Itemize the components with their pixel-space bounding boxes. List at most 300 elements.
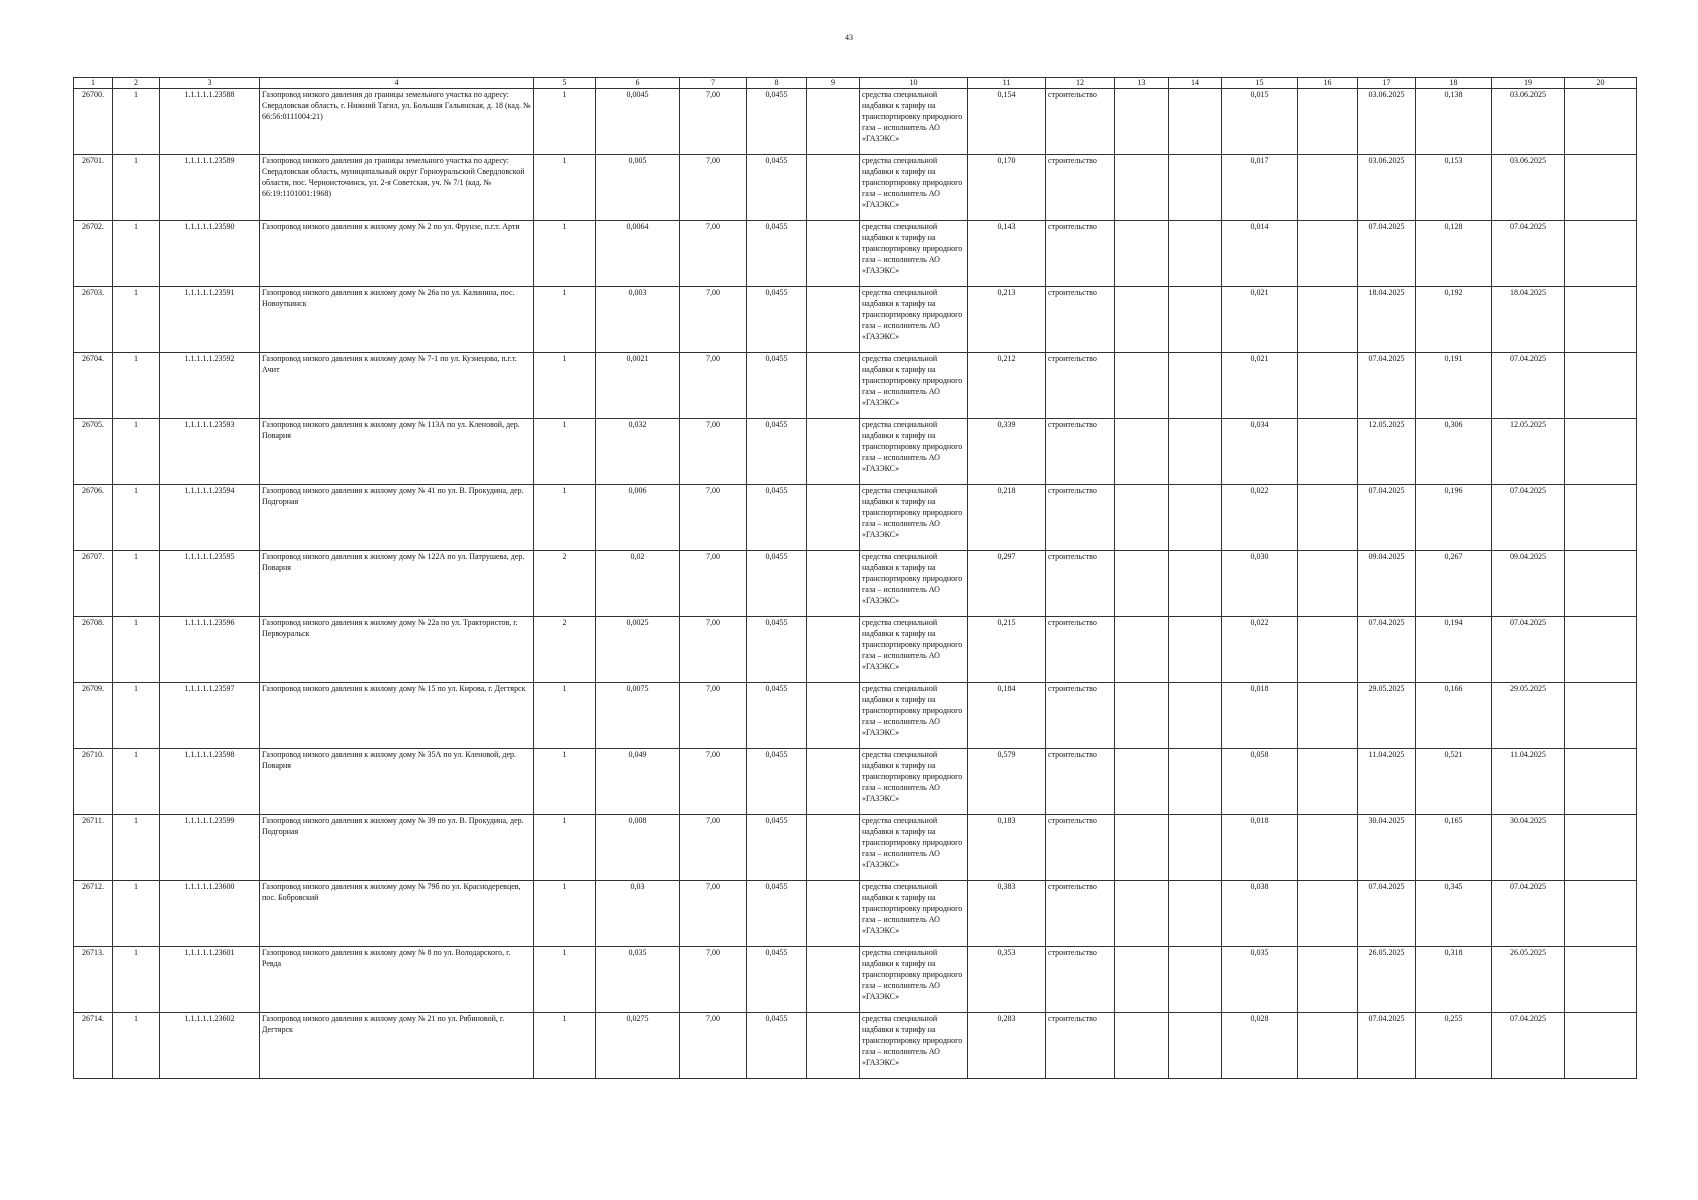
cell-col-15: 0,014 <box>1222 221 1298 287</box>
cell-col-13 <box>1115 1013 1169 1079</box>
cell-col-9 <box>807 485 860 551</box>
cell-col-11: 0,339 <box>968 419 1046 485</box>
cell-col-15: 0,028 <box>1222 1013 1298 1079</box>
cell-col-16 <box>1298 617 1358 683</box>
cell-col-18: 0,345 <box>1416 881 1492 947</box>
cell-col-9 <box>807 881 860 947</box>
cell-col-3: 1.1.1.1.1.23599 <box>160 815 260 881</box>
cell-col-2: 1 <box>113 749 160 815</box>
cell-col-8: 0,0455 <box>747 353 807 419</box>
cell-col-20 <box>1565 89 1637 155</box>
cell-col-15: 0,034 <box>1222 419 1298 485</box>
column-header-12: 12 <box>1046 78 1115 89</box>
cell-col-16 <box>1298 419 1358 485</box>
cell-col-8: 0,0455 <box>747 815 807 881</box>
cell-col-16 <box>1298 1013 1358 1079</box>
cell-col-9 <box>807 617 860 683</box>
cell-col-7: 7,00 <box>680 287 747 353</box>
cell-col-16 <box>1298 815 1358 881</box>
cell-col-11: 0,213 <box>968 287 1046 353</box>
cell-col-14 <box>1169 617 1222 683</box>
cell-col-10: средства специальной надбавки к тарифу на транспортировку природного газа – исполнитель АО «ГАЗЭКС» <box>860 947 968 1013</box>
table-row <box>74 617 1637 683</box>
cell-col-8: 0,0455 <box>747 419 807 485</box>
cell-col-7: 7,00 <box>680 551 747 617</box>
cell-col-18: 0,128 <box>1416 221 1492 287</box>
cell-col-13 <box>1115 419 1169 485</box>
table-body <box>74 89 1637 1079</box>
cell-col-15: 0,015 <box>1222 89 1298 155</box>
cell-col-9 <box>807 749 860 815</box>
cell-col-14 <box>1169 353 1222 419</box>
table-row <box>74 881 1637 947</box>
cell-col-17: 18.04.2025 <box>1358 287 1416 353</box>
cell-col-5: 1 <box>534 815 596 881</box>
table-row <box>74 155 1637 221</box>
column-header-18: 18 <box>1416 78 1492 89</box>
cell-col-18: 0,521 <box>1416 749 1492 815</box>
cell-col-4: Газопровод низкого давления к жилому дому № 26а по ул. Калинина, пос. Новоуткинск <box>260 287 534 353</box>
column-header-10: 10 <box>860 78 968 89</box>
cell-col-5: 1 <box>534 881 596 947</box>
cell-col-13 <box>1115 221 1169 287</box>
cell-col-20 <box>1565 353 1637 419</box>
cell-col-3: 1.1.1.1.1.23596 <box>160 617 260 683</box>
table-row <box>74 947 1637 1013</box>
cell-col-12: строительство <box>1046 419 1115 485</box>
table-row <box>74 221 1637 287</box>
cell-col-3: 1.1.1.1.1.23592 <box>160 353 260 419</box>
cell-col-15: 0,018 <box>1222 815 1298 881</box>
cell-col-12: строительство <box>1046 815 1115 881</box>
cell-col-14 <box>1169 551 1222 617</box>
cell-col-14 <box>1169 683 1222 749</box>
cell-col-18: 0,153 <box>1416 155 1492 221</box>
cell-col-20 <box>1565 947 1637 1013</box>
cell-col-3: 1.1.1.1.1.23600 <box>160 881 260 947</box>
cell-col-2: 1 <box>113 683 160 749</box>
cell-col-19: 07.04.2025 <box>1492 485 1565 551</box>
cell-col-11: 0,579 <box>968 749 1046 815</box>
cell-col-6: 0,049 <box>596 749 680 815</box>
cell-col-12: строительство <box>1046 287 1115 353</box>
cell-col-7: 7,00 <box>680 89 747 155</box>
cell-col-3: 1.1.1.1.1.23593 <box>160 419 260 485</box>
cell-col-14 <box>1169 221 1222 287</box>
cell-col-2: 1 <box>113 617 160 683</box>
cell-col-6: 0,0021 <box>596 353 680 419</box>
cell-col-12: строительство <box>1046 353 1115 419</box>
cell-col-11: 0,218 <box>968 485 1046 551</box>
cell-col-17: 07.04.2025 <box>1358 485 1416 551</box>
cell-col-16 <box>1298 155 1358 221</box>
cell-col-2: 1 <box>113 155 160 221</box>
cell-col-11: 0,215 <box>968 617 1046 683</box>
table-row <box>74 683 1637 749</box>
cell-col-18: 0,196 <box>1416 485 1492 551</box>
cell-col-16 <box>1298 485 1358 551</box>
cell-col-12: строительство <box>1046 683 1115 749</box>
cell-col-15: 0,038 <box>1222 881 1298 947</box>
cell-col-1: 26702. <box>74 221 113 287</box>
cell-col-19: 03.06.2025 <box>1492 155 1565 221</box>
cell-col-12: строительство <box>1046 881 1115 947</box>
cell-col-7: 7,00 <box>680 947 747 1013</box>
cell-col-17: 07.04.2025 <box>1358 881 1416 947</box>
cell-col-7: 7,00 <box>680 749 747 815</box>
cell-col-1: 26701. <box>74 155 113 221</box>
cell-col-9 <box>807 419 860 485</box>
cell-col-19: 07.04.2025 <box>1492 1013 1565 1079</box>
table-row <box>74 815 1637 881</box>
cell-col-12: строительство <box>1046 551 1115 617</box>
cell-col-14 <box>1169 89 1222 155</box>
cell-col-12: строительство <box>1046 617 1115 683</box>
column-header-11: 11 <box>968 78 1046 89</box>
table-row <box>74 749 1637 815</box>
cell-col-17: 07.04.2025 <box>1358 1013 1416 1079</box>
cell-col-13 <box>1115 353 1169 419</box>
cell-col-10: средства специальной надбавки к тарифу на транспортировку природного газа – исполнитель АО «ГАЗЭКС» <box>860 155 968 221</box>
cell-col-11: 0,283 <box>968 1013 1046 1079</box>
cell-col-1: 26703. <box>74 287 113 353</box>
cell-col-9 <box>807 551 860 617</box>
cell-col-20 <box>1565 881 1637 947</box>
column-header-19: 19 <box>1492 78 1565 89</box>
cell-col-1: 26700. <box>74 89 113 155</box>
cell-col-9 <box>807 353 860 419</box>
cell-col-16 <box>1298 683 1358 749</box>
cell-col-3: 1.1.1.1.1.23590 <box>160 221 260 287</box>
cell-col-19: 07.04.2025 <box>1492 221 1565 287</box>
page-number: 43 <box>845 33 853 42</box>
cell-col-7: 7,00 <box>680 881 747 947</box>
cell-col-18: 0,192 <box>1416 287 1492 353</box>
cell-col-4: Газопровод низкого давления к жилому дому № 39 по ул. В. Прокудина, дер. Подгорная <box>260 815 534 881</box>
cell-col-11: 0,170 <box>968 155 1046 221</box>
cell-col-4: Газопровод низкого давления до границы земельного участка по адресу: Свердловская область, г. Нижний Тагил, ул. Большая Гальянская, д. 18 (кад. № 66:56:0111004:21) <box>260 89 534 155</box>
cell-col-12: строительство <box>1046 89 1115 155</box>
cell-col-13 <box>1115 617 1169 683</box>
cell-col-5: 1 <box>534 287 596 353</box>
cell-col-8: 0,0455 <box>747 485 807 551</box>
cell-col-5: 1 <box>534 89 596 155</box>
cell-col-3: 1.1.1.1.1.23591 <box>160 287 260 353</box>
cell-col-17: 03.06.2025 <box>1358 89 1416 155</box>
cell-col-18: 0,255 <box>1416 1013 1492 1079</box>
cell-col-3: 1.1.1.1.1.23598 <box>160 749 260 815</box>
cell-col-9 <box>807 155 860 221</box>
cell-col-20 <box>1565 155 1637 221</box>
cell-col-17: 09.04.2025 <box>1358 551 1416 617</box>
cell-col-9 <box>807 1013 860 1079</box>
cell-col-3: 1.1.1.1.1.23589 <box>160 155 260 221</box>
cell-col-15: 0,017 <box>1222 155 1298 221</box>
cell-col-14 <box>1169 947 1222 1013</box>
cell-col-19: 12.05.2025 <box>1492 419 1565 485</box>
cell-col-17: 29.05.2025 <box>1358 683 1416 749</box>
cell-col-15: 0,035 <box>1222 947 1298 1013</box>
register-table <box>73 77 1637 1079</box>
cell-col-11: 0,383 <box>968 881 1046 947</box>
cell-col-3: 1.1.1.1.1.23601 <box>160 947 260 1013</box>
column-header-2: 2 <box>113 78 160 89</box>
cell-col-3: 1.1.1.1.1.23595 <box>160 551 260 617</box>
cell-col-2: 1 <box>113 947 160 1013</box>
cell-col-11: 0,143 <box>968 221 1046 287</box>
cell-col-7: 7,00 <box>680 155 747 221</box>
cell-col-1: 26714. <box>74 1013 113 1079</box>
cell-col-10: средства специальной надбавки к тарифу на транспортировку природного газа – исполнитель АО «ГАЗЭКС» <box>860 749 968 815</box>
cell-col-2: 1 <box>113 1013 160 1079</box>
cell-col-18: 0,306 <box>1416 419 1492 485</box>
column-header-6: 6 <box>596 78 680 89</box>
cell-col-9 <box>807 815 860 881</box>
cell-col-18: 0,318 <box>1416 947 1492 1013</box>
cell-col-14 <box>1169 419 1222 485</box>
cell-col-4: Газопровод низкого давления к жилому дому № 8 по ул. Володарского, г. Ревда <box>260 947 534 1013</box>
cell-col-4: Газопровод низкого давления к жилому дому № 79б по ул. Краснодеревцев, пос. Бобровский <box>260 881 534 947</box>
cell-col-8: 0,0455 <box>747 551 807 617</box>
cell-col-2: 1 <box>113 551 160 617</box>
cell-col-6: 0,0075 <box>596 683 680 749</box>
cell-col-9 <box>807 287 860 353</box>
cell-col-12: строительство <box>1046 947 1115 1013</box>
cell-col-19: 07.04.2025 <box>1492 353 1565 419</box>
cell-col-10: средства специальной надбавки к тарифу на транспортировку природного газа – исполнитель АО «ГАЗЭКС» <box>860 881 968 947</box>
cell-col-3: 1.1.1.1.1.23588 <box>160 89 260 155</box>
cell-col-4: Газопровод низкого давления к жилому дому № 7-1 по ул. Кузнецова, п.г.т. Ачит <box>260 353 534 419</box>
cell-col-1: 26710. <box>74 749 113 815</box>
column-header-3: 3 <box>160 78 260 89</box>
cell-col-7: 7,00 <box>680 683 747 749</box>
cell-col-8: 0,0455 <box>747 1013 807 1079</box>
cell-col-15: 0,018 <box>1222 683 1298 749</box>
cell-col-7: 7,00 <box>680 815 747 881</box>
column-header-17: 17 <box>1358 78 1416 89</box>
cell-col-16 <box>1298 221 1358 287</box>
cell-col-20 <box>1565 419 1637 485</box>
table-row <box>74 89 1637 155</box>
column-header-8: 8 <box>747 78 807 89</box>
cell-col-20 <box>1565 551 1637 617</box>
cell-col-17: 30.04.2025 <box>1358 815 1416 881</box>
cell-col-15: 0,021 <box>1222 353 1298 419</box>
cell-col-17: 07.04.2025 <box>1358 353 1416 419</box>
cell-col-1: 26711. <box>74 815 113 881</box>
cell-col-19: 29.05.2025 <box>1492 683 1565 749</box>
cell-col-1: 26708. <box>74 617 113 683</box>
cell-col-5: 1 <box>534 353 596 419</box>
cell-col-5: 2 <box>534 551 596 617</box>
cell-col-20 <box>1565 1013 1637 1079</box>
cell-col-12: строительство <box>1046 1013 1115 1079</box>
cell-col-14 <box>1169 749 1222 815</box>
cell-col-6: 0,02 <box>596 551 680 617</box>
cell-col-18: 0,166 <box>1416 683 1492 749</box>
cell-col-18: 0,194 <box>1416 617 1492 683</box>
cell-col-18: 0,191 <box>1416 353 1492 419</box>
cell-col-8: 0,0455 <box>747 221 807 287</box>
cell-col-6: 0,005 <box>596 155 680 221</box>
cell-col-2: 1 <box>113 89 160 155</box>
cell-col-3: 1.1.1.1.1.23597 <box>160 683 260 749</box>
cell-col-5: 1 <box>534 1013 596 1079</box>
cell-col-19: 09.04.2025 <box>1492 551 1565 617</box>
cell-col-20 <box>1565 287 1637 353</box>
cell-col-8: 0,0455 <box>747 683 807 749</box>
cell-col-13 <box>1115 485 1169 551</box>
cell-col-3: 1.1.1.1.1.23602 <box>160 1013 260 1079</box>
column-header-15: 15 <box>1222 78 1298 89</box>
cell-col-13 <box>1115 815 1169 881</box>
cell-col-9 <box>807 683 860 749</box>
cell-col-10: средства специальной надбавки к тарифу на транспортировку природного газа – исполнитель АО «ГАЗЭКС» <box>860 1013 968 1079</box>
cell-col-5: 1 <box>534 221 596 287</box>
cell-col-20 <box>1565 749 1637 815</box>
cell-col-15: 0,022 <box>1222 617 1298 683</box>
table-row <box>74 353 1637 419</box>
cell-col-13 <box>1115 287 1169 353</box>
cell-col-8: 0,0455 <box>747 287 807 353</box>
cell-col-6: 0,003 <box>596 287 680 353</box>
cell-col-6: 0,0275 <box>596 1013 680 1079</box>
cell-col-16 <box>1298 353 1358 419</box>
cell-col-13 <box>1115 947 1169 1013</box>
cell-col-20 <box>1565 617 1637 683</box>
cell-col-14 <box>1169 815 1222 881</box>
cell-col-4: Газопровод низкого давления к жилому дому № 122А по ул. Патрушева, дер. Поварня <box>260 551 534 617</box>
cell-col-4: Газопровод низкого давления к жилому дому № 21 по ул. Рябиновой, г. Дегтярск <box>260 1013 534 1079</box>
cell-col-19: 03.06.2025 <box>1492 89 1565 155</box>
cell-col-20 <box>1565 683 1637 749</box>
cell-col-7: 7,00 <box>680 485 747 551</box>
cell-col-7: 7,00 <box>680 221 747 287</box>
cell-col-2: 1 <box>113 287 160 353</box>
column-header-7: 7 <box>680 78 747 89</box>
table-header <box>74 78 1637 89</box>
cell-col-20 <box>1565 221 1637 287</box>
cell-col-15: 0,058 <box>1222 749 1298 815</box>
cell-col-8: 0,0455 <box>747 947 807 1013</box>
cell-col-4: Газопровод низкого давления к жилому дому № 113А по ул. Кленовой, дер. Поварня <box>260 419 534 485</box>
cell-col-8: 0,0455 <box>747 155 807 221</box>
cell-col-4: Газопровод низкого давления к жилому дому № 35А по ул. Кленовой, дер. Поварня <box>260 749 534 815</box>
cell-col-8: 0,0455 <box>747 749 807 815</box>
cell-col-2: 1 <box>113 353 160 419</box>
table-row <box>74 551 1637 617</box>
cell-col-9 <box>807 947 860 1013</box>
column-header-4: 4 <box>260 78 534 89</box>
cell-col-6: 0,0045 <box>596 89 680 155</box>
cell-col-6: 0,0025 <box>596 617 680 683</box>
cell-col-11: 0,184 <box>968 683 1046 749</box>
cell-col-16 <box>1298 89 1358 155</box>
cell-col-18: 0,165 <box>1416 815 1492 881</box>
cell-col-19: 07.04.2025 <box>1492 617 1565 683</box>
cell-col-10: средства специальной надбавки к тарифу на транспортировку природного газа – исполнитель АО «ГАЗЭКС» <box>860 485 968 551</box>
cell-col-5: 1 <box>534 155 596 221</box>
cell-col-6: 0,006 <box>596 485 680 551</box>
cell-col-10: средства специальной надбавки к тарифу на транспортировку природного газа – исполнитель АО «ГАЗЭКС» <box>860 221 968 287</box>
cell-col-10: средства специальной надбавки к тарифу на транспортировку природного газа – исполнитель АО «ГАЗЭКС» <box>860 551 968 617</box>
cell-col-14 <box>1169 1013 1222 1079</box>
column-header-20: 20 <box>1565 78 1637 89</box>
cell-col-15: 0,021 <box>1222 287 1298 353</box>
cell-col-1: 26707. <box>74 551 113 617</box>
cell-col-6: 0,035 <box>596 947 680 1013</box>
cell-col-2: 1 <box>113 815 160 881</box>
cell-col-16 <box>1298 551 1358 617</box>
table-row <box>74 485 1637 551</box>
cell-col-12: строительство <box>1046 485 1115 551</box>
cell-col-17: 07.04.2025 <box>1358 617 1416 683</box>
cell-col-19: 07.04.2025 <box>1492 881 1565 947</box>
cell-col-20 <box>1565 485 1637 551</box>
cell-col-17: 11.04.2025 <box>1358 749 1416 815</box>
cell-col-4: Газопровод низкого давления к жилому дому № 2 по ул. Фрунзе, п.г.т. Арти <box>260 221 534 287</box>
cell-col-5: 1 <box>534 683 596 749</box>
cell-col-12: строительство <box>1046 155 1115 221</box>
cell-col-20 <box>1565 815 1637 881</box>
cell-col-11: 0,297 <box>968 551 1046 617</box>
cell-col-10: средства специальной надбавки к тарифу на транспортировку природного газа – исполнитель АО «ГАЗЭКС» <box>860 353 968 419</box>
cell-col-5: 1 <box>534 947 596 1013</box>
table-row <box>74 419 1637 485</box>
cell-col-19: 18.04.2025 <box>1492 287 1565 353</box>
cell-col-6: 0,03 <box>596 881 680 947</box>
cell-col-13 <box>1115 155 1169 221</box>
cell-col-11: 0,353 <box>968 947 1046 1013</box>
cell-col-6: 0,0064 <box>596 221 680 287</box>
cell-col-13 <box>1115 881 1169 947</box>
cell-col-4: Газопровод низкого давления к жилому дому № 15 по ул. Кирова, г. Дегтярск <box>260 683 534 749</box>
column-header-9: 9 <box>807 78 860 89</box>
cell-col-10: средства специальной надбавки к тарифу на транспортировку природного газа – исполнитель АО «ГАЗЭКС» <box>860 617 968 683</box>
cell-col-19: 11.04.2025 <box>1492 749 1565 815</box>
cell-col-2: 1 <box>113 485 160 551</box>
cell-col-4: Газопровод низкого давления до границы земельного участка по адресу: Свердловская область, муниципальный округ Горноуральский Свердловской области, пос. Черноисточинск, ул. 2-я Советская, уч. № 7/1 (кад. № 66:19:1101001:1968) <box>260 155 534 221</box>
cell-col-16 <box>1298 749 1358 815</box>
cell-col-1: 26704. <box>74 353 113 419</box>
cell-col-17: 12.05.2025 <box>1358 419 1416 485</box>
cell-col-16 <box>1298 287 1358 353</box>
column-header-1: 1 <box>74 78 113 89</box>
cell-col-16 <box>1298 947 1358 1013</box>
cell-col-18: 0,138 <box>1416 89 1492 155</box>
cell-col-11: 0,212 <box>968 353 1046 419</box>
cell-col-15: 0,022 <box>1222 485 1298 551</box>
table-row <box>74 287 1637 353</box>
cell-col-7: 7,00 <box>680 1013 747 1079</box>
cell-col-4: Газопровод низкого давления к жилому дому № 22а по ул. Трактористов, г. Первоуральск <box>260 617 534 683</box>
column-header-16: 16 <box>1298 78 1358 89</box>
cell-col-5: 2 <box>534 617 596 683</box>
cell-col-19: 26.05.2025 <box>1492 947 1565 1013</box>
cell-col-5: 1 <box>534 749 596 815</box>
cell-col-3: 1.1.1.1.1.23594 <box>160 485 260 551</box>
cell-col-18: 0,267 <box>1416 551 1492 617</box>
cell-col-8: 0,0455 <box>747 881 807 947</box>
cell-col-10: средства специальной надбавки к тарифу на транспортировку природного газа – исполнитель АО «ГАЗЭКС» <box>860 419 968 485</box>
cell-col-7: 7,00 <box>680 419 747 485</box>
cell-col-9 <box>807 221 860 287</box>
cell-col-8: 0,0455 <box>747 89 807 155</box>
cell-col-14 <box>1169 287 1222 353</box>
cell-col-15: 0,030 <box>1222 551 1298 617</box>
cell-col-10: средства специальной надбавки к тарифу на транспортировку природного газа – исполнитель АО «ГАЗЭКС» <box>860 683 968 749</box>
cell-col-2: 1 <box>113 221 160 287</box>
